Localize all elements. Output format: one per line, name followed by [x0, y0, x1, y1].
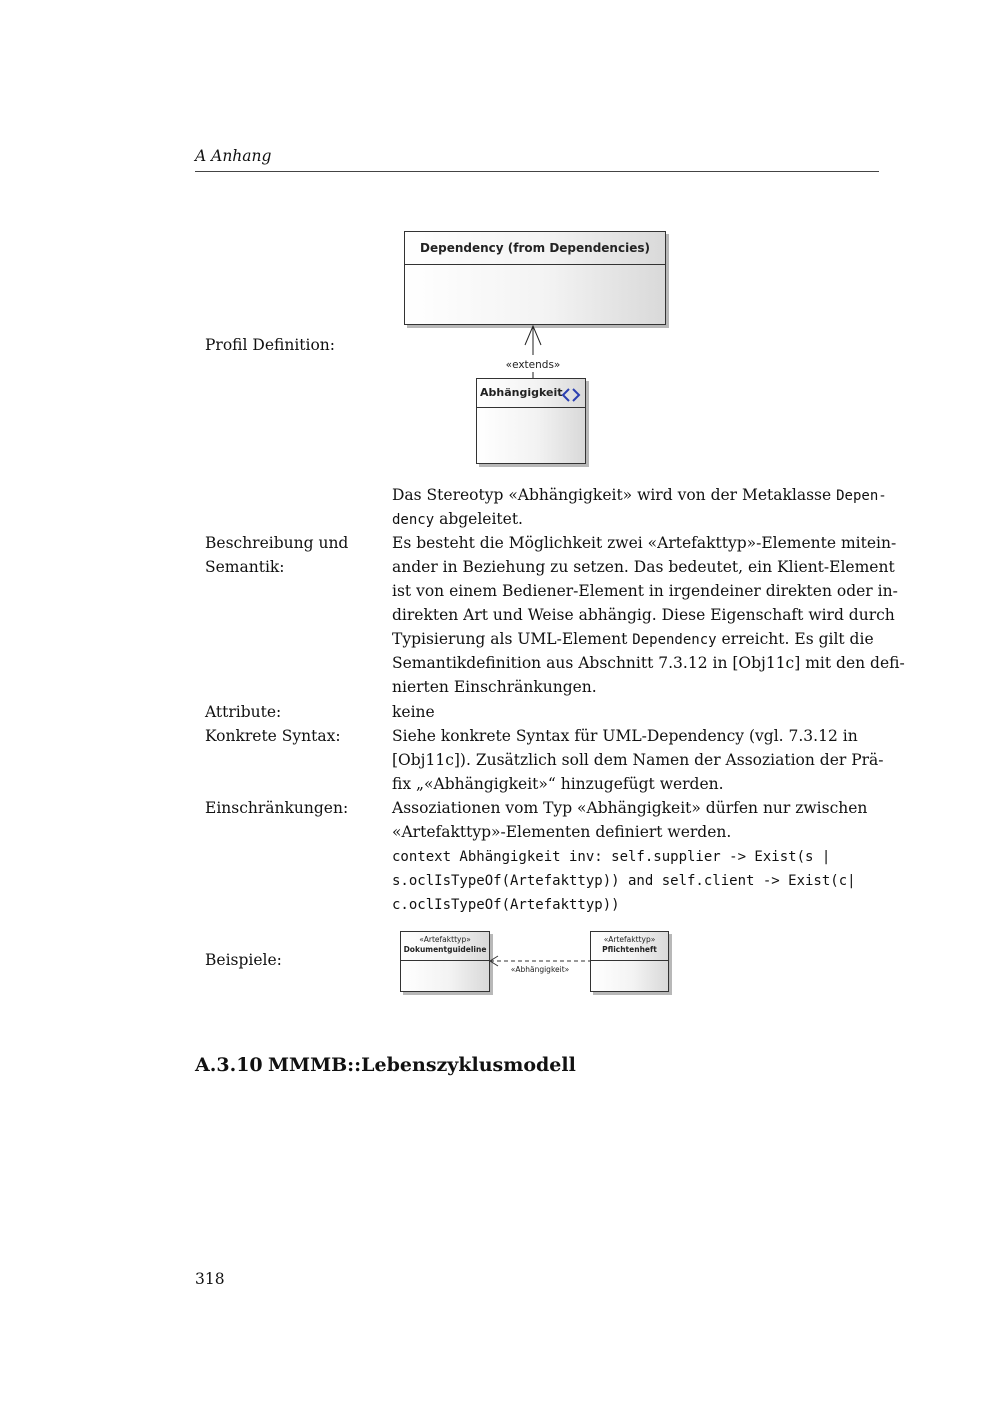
example-left-stereotype: «Artefakttyp»	[419, 935, 471, 944]
example-right-box	[590, 931, 669, 992]
example-label: Beispiele:	[205, 951, 282, 969]
stereotype-head	[477, 379, 585, 408]
description-line: ist von einem Bediener-Element in irgendeiner direkten oder in-	[392, 582, 898, 600]
description-line: Typisierung als UML-Element Dependency erreicht. Es gilt die	[392, 630, 874, 648]
dependency-label: «Abhängigkeit»	[510, 965, 570, 974]
example-left-head	[401, 932, 489, 961]
ocl-line: context Abhängigkeit inv: self.supplier -> Exist(s |	[392, 849, 831, 865]
profile-label: Profil Definition:	[205, 336, 335, 354]
syntax-line: Siehe konkrete Syntax für UML-Dependency (vgl. 7.3.12 in	[392, 727, 858, 745]
stereotype-box	[476, 378, 586, 464]
example-right-stereotype: «Artefakttyp»	[603, 935, 656, 944]
section-title: MMMB::Lebenszyklusmodell	[268, 1054, 576, 1076]
syntax-line: [Obj11c]). Zusätzlich soll dem Namen der Assoziation der Prä-	[392, 751, 884, 769]
description-line: Semantikdefinition aus Abschnitt 7.3.12 in [Obj11c] mit den defi-	[392, 654, 905, 672]
example-right-name: Pflichtenheft	[602, 945, 657, 954]
description-line: Es besteht die Möglichkeit zwei «Artefakttyp»-Elemente mitein-	[392, 534, 897, 552]
stereotype-title: Abhängigkeit	[480, 386, 563, 399]
description-label-2: Semantik:	[205, 558, 285, 576]
example-left-box	[400, 931, 490, 992]
constraints-line: «Artefakttyp»-Elementen definiert werden.	[392, 823, 732, 841]
description-line: Das Stereotyp «Abhängigkeit» wird von der Metaklasse Depen-	[392, 486, 887, 504]
syntax-label: Konkrete Syntax:	[205, 727, 341, 745]
constraints-label: Einschränkungen:	[205, 799, 349, 817]
description-line: dency abgeleitet.	[392, 510, 523, 528]
constraints-line: Assoziationen vom Typ «Abhängigkeit» dürfen nur zwischen	[392, 799, 868, 817]
metaclass-box	[404, 231, 666, 325]
description-label-1: Beschreibung und	[205, 534, 349, 552]
attributes-label: Attribute:	[205, 703, 282, 721]
page-number: 318	[195, 1270, 225, 1288]
extends-label: «extends»	[505, 359, 561, 371]
syntax-line: fix „«Abhängigkeit»“ hinzugefügt werden.	[392, 775, 724, 793]
ocl-line: s.oclIsTypeOf(Artefakttyp)) and self.client -> Exist(c|	[392, 873, 856, 889]
running-header: A Anhang	[195, 147, 272, 165]
metaclass-title: Dependency (from Dependencies)	[405, 232, 665, 265]
extends-arrow	[500, 323, 570, 381]
header-rule	[195, 171, 879, 172]
description-line: nierten Einschränkungen.	[392, 678, 597, 696]
dependency-connector	[488, 950, 592, 976]
example-right-head	[591, 932, 668, 961]
attributes-value: keine	[392, 703, 435, 721]
description-line: direkten Art und Weise abhängig. Diese Eigenschaft wird durch	[392, 606, 895, 624]
example-left-name: Dokumentguideline	[403, 945, 487, 954]
section-number: A.3.10	[195, 1054, 263, 1076]
ocl-line: c.oclIsTypeOf(Artefakttyp))	[392, 897, 620, 913]
description-line: ander in Beziehung zu setzen. Das bedeutet, ein Klient-Element	[392, 558, 895, 576]
stereotype-icon	[561, 388, 581, 402]
